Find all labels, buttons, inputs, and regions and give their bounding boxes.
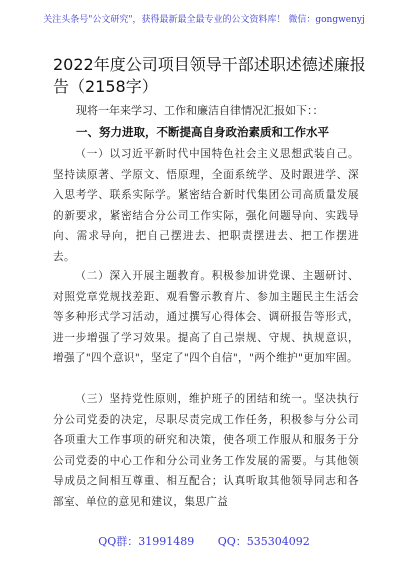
paragraph-2-text: （二）深入开展主题教育。积极参加讲党课、主题研讨、对照党章党规找差距、观看警示教育片、参加主题民主生活会等多种形式学习活动，通过撰写心得体会、调研报告等形式，进一步增强了学习效果。提高了自己崇规、守规、执规意识，增强了"四个意识"，坚定了"四个自信"，"两个维护"更加牢固。 [53,270,359,364]
paragraph-3 [53,389,359,512]
intro-line: 现将一年来学习、工作和廉洁自律情况汇报如下：： [76,104,324,117]
paragraph-2 [53,266,359,369]
paragraph-3-text: （三）坚持党性原则，维护班子的团结和统一。坚决执行分公司党委的决定，尽职尽责完成工作任务，积极参与分公司各项重大工作事项的研究和决策，使各项工作服从和服务于分公司党委的中心工作和分公司业务工作发展的需要。与其他领导成员之间相互尊重、相互配合；认真听取其他领导同志和各部室、单位的意见和建议，集思广益 [53,393,359,508]
paragraph-1-text: （一）以习近平新时代中国特色社会主义思想武装自己。坚持读原著、学原文、悟原理，全面系统学、及时跟进学、深入思考学、联系实际学。紧密结合新时代集团公司高质量发展的新要求，紧密结合分公司工作实际，强化问题导向、实践导向、需求导向，把自己摆进去、把职责摆进去、把工作摆进去。 [53,148,359,263]
paragraph-1 [53,144,359,267]
footer-contact [0,533,408,549]
document-title: 2022年度公司项目领导干部述职述德述廉报告（2158字） [53,55,366,96]
footer-qq: QQ：535304092 [217,535,310,548]
footer-qq-group: QQ群：31991489 [98,535,195,548]
header-watermark-note: 关注头条号"公文研究"，获得最新最全最专业的公文资料库！ 微信：gongwenyj [43,15,365,25]
section-heading-1: 一、努力进取，不断提高自身政治素质和工作水平 [76,125,329,139]
